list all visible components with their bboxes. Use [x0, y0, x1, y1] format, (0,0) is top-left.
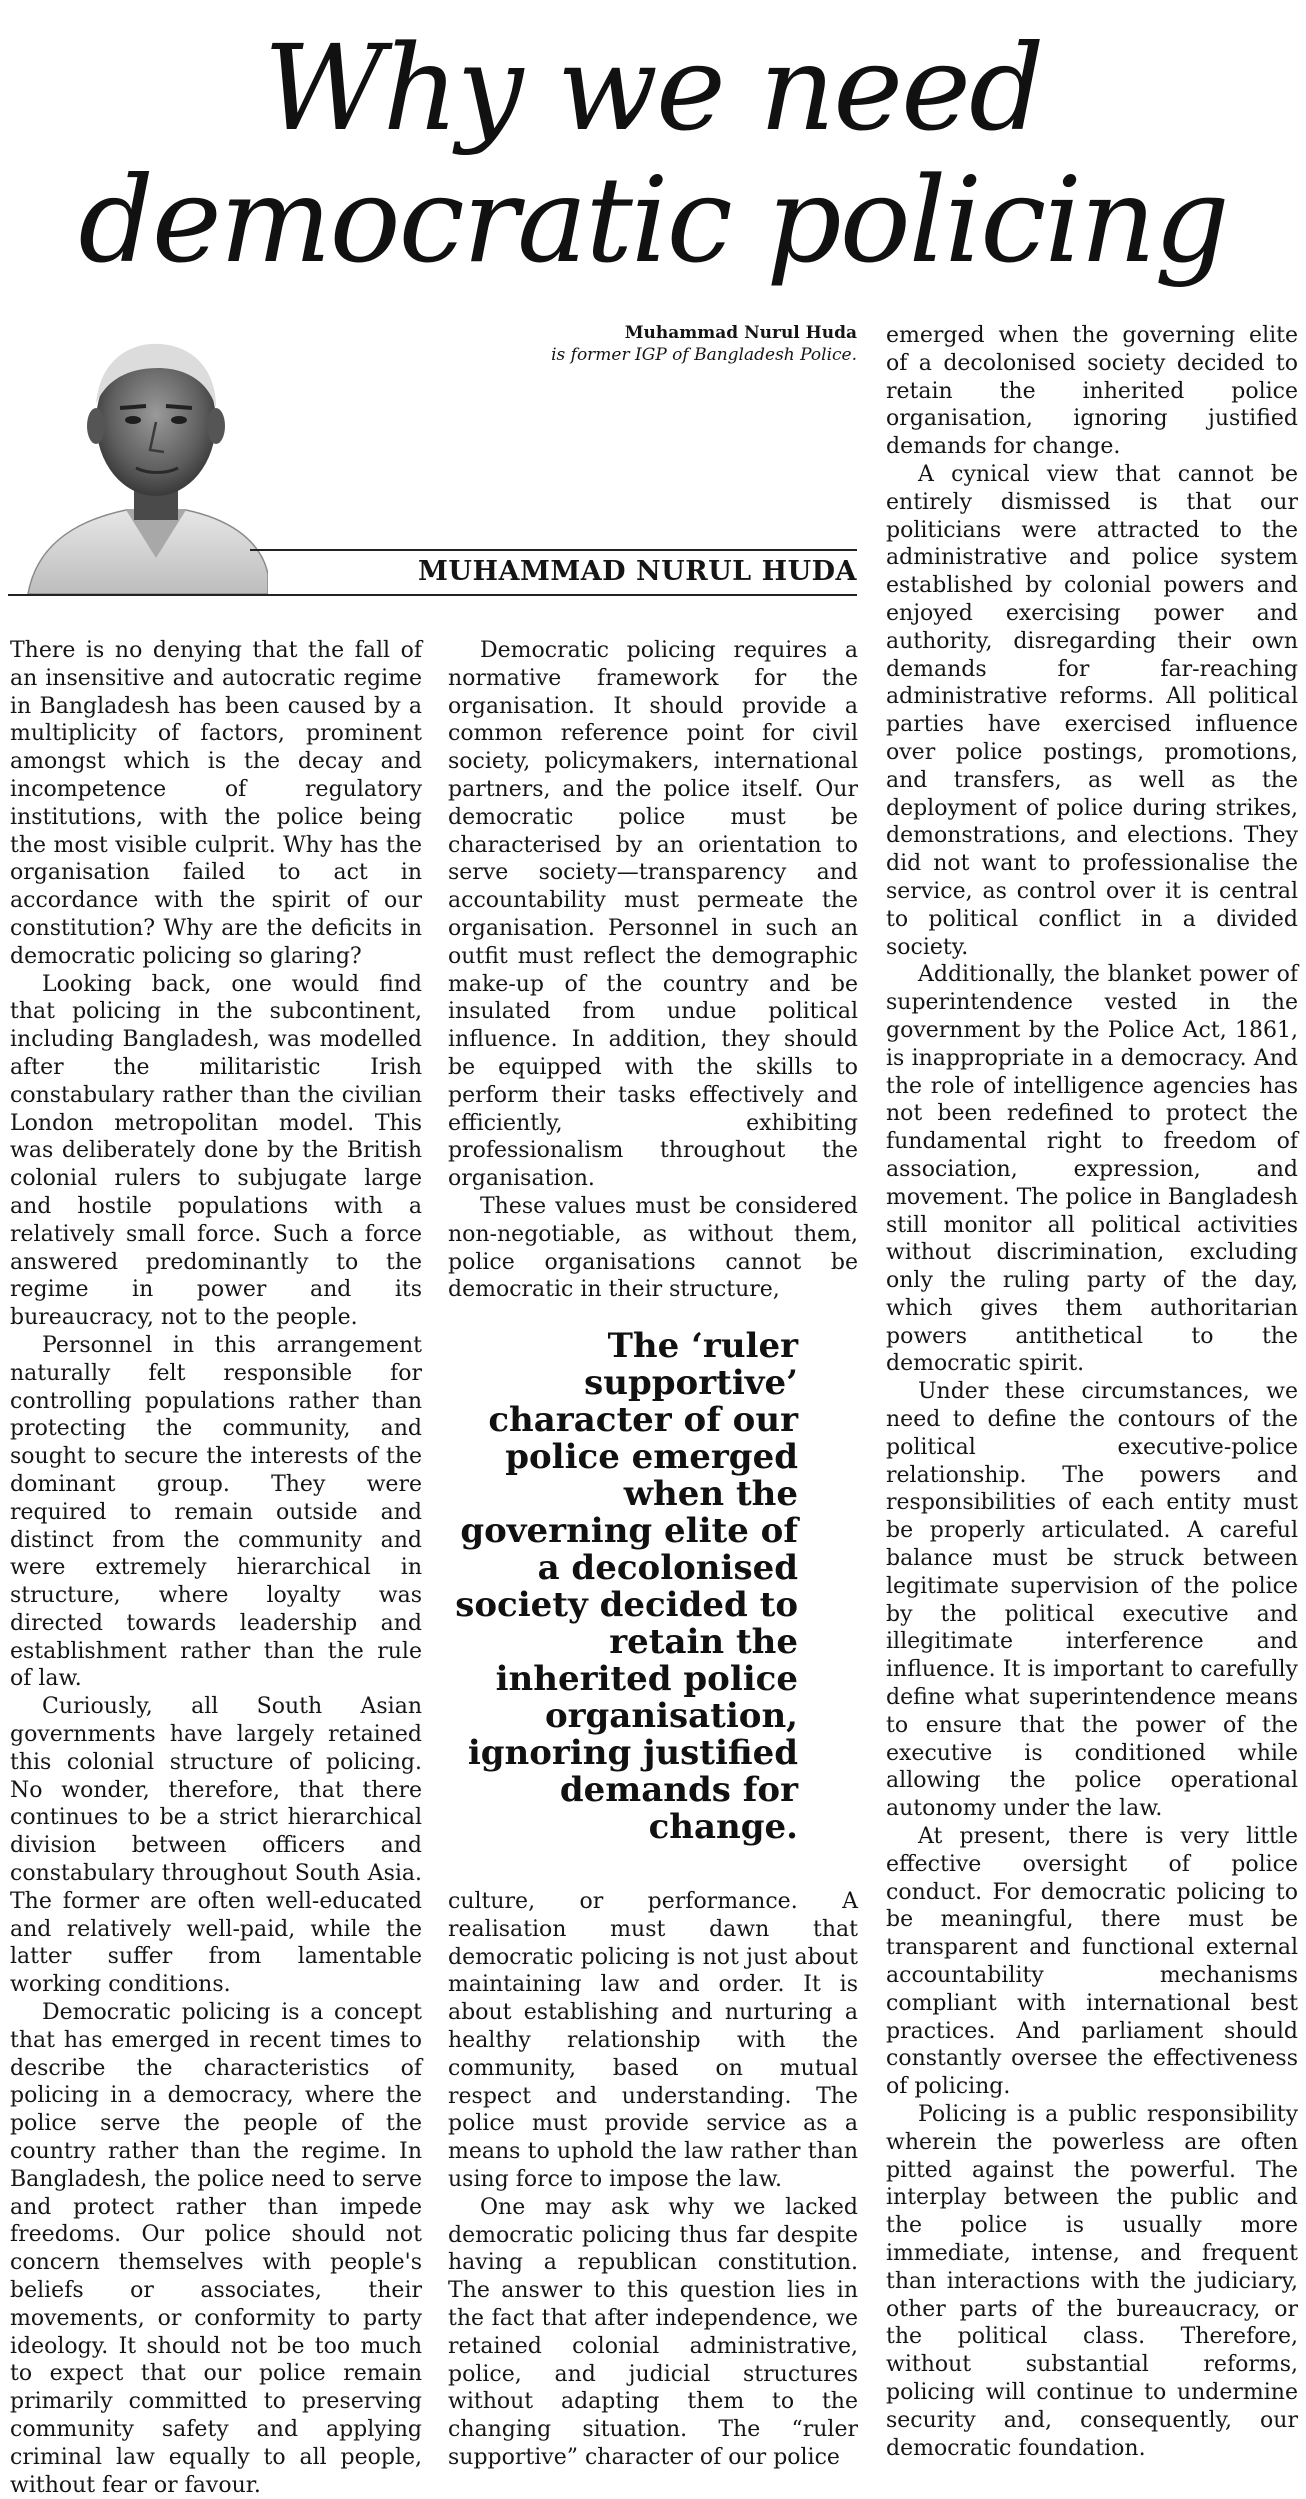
- paragraph: culture, or performance. A realisation must dawn that democratic policing is not just about maintaining law and order. It is about establishing and nurturing a healthy relationship with the community, based on mutual respect and understanding. The police must provide service as a means to uphold the law rather than using force to impose the law.: [448, 1889, 858, 2192]
- author-rule-bottom: [8, 594, 857, 596]
- paragraph: Additionally, the blanket power of superintendence vested in the government by the Police Act, 1861, is inappropriate in a democracy. And the role of intelligence agencies has not been redefined to protect the fundamental right to freedom of association, expression, and movement. The police in Bangladesh still monitor all political activities without discrimination, excluding only the ruling party of the day, which gives them authoritarian powers antithetical to the democratic spirit.: [886, 962, 1298, 1377]
- paragraph: There is no denying that the fall of an insensitive and autocratic regime in Bangladesh has been caused by a multiplicity of factors, prominent amongst which is the decay and incompetence of regulatory institutions, with the police being the most visible culprit. Why has the organisation failed to act in accordance with the spirit of our constitution? Why are the deficits in democratic policing so glaring?: [10, 638, 422, 969]
- author-photo: [8, 322, 268, 594]
- paragraph: These values must be considered non-negotiable, as without them, police organisations cannot be democratic in their structure,: [448, 1193, 858, 1303]
- headline-line-2: democratic policing: [78, 151, 1228, 290]
- byline: [400, 322, 857, 366]
- author-name-caps: MUHAMMAD NURUL HUDA: [418, 556, 857, 587]
- paragraph: emerged when the governing elite of a decolonised society decided to retain the inherited police organisation, ignoring justified demands for change.: [886, 323, 1298, 460]
- paragraph: Policing is a public responsibility wherein the powerless are often pitted against the powerful. The interplay between the public and the police is usually more immediate, intense, and frequent than interactions with the judiciary, other parts of the bureaucracy, or the political class. Therefore, without substantial reforms, policing will continue to undermine security and, consequently, our democratic foundation.: [886, 2102, 1298, 2461]
- author-rule-top: [250, 549, 857, 551]
- article-column-3: [886, 322, 1298, 2462]
- paragraph: Curiously, all South Asian governments have largely retained this colonial structure of policing. No wonder, therefore, that there continues to be a strict hierarchical division between officers and constabulary throughout South Asia. The former are often well-educated and relatively well-paid, while the latter suffer from lamentable working conditions.: [10, 1694, 422, 1998]
- paragraph: At present, there is very little effective oversight of police conduct. For democratic policing to be meaningful, there must be transparent and functional external accountability mechanisms compliant with international best practices. And parliament should constantly oversee the effectiveness of policing.: [886, 1824, 1298, 2100]
- author-name: Muhammad Nurul Huda: [624, 323, 857, 343]
- pull-quote: The ‘ruler supportive’ character of our police emerged when the governing elite of a decolonised society decided to retain the inherited police organisation, ignoring justified demands for change.: [455, 1326, 798, 1847]
- headline: [0, 19, 1306, 290]
- article-column-1: [10, 637, 422, 2499]
- paragraph: Personnel in this arrangement naturally felt responsible for controlling populations rather than protecting the community, and sought to secure the interests of the dominant group. They were required to remain outside and distinct from the community and were extremely hierarchical in structure, where loyalty was directed towards leadership and establishment rather than the rule of law.: [10, 1332, 422, 1692]
- paragraph: A cynical view that cannot be entirely dismissed is that our politicians were attracted to the administrative and police system established by colonial powers and enjoyed exercising power and authority, disregarding their own demands for far-reaching administrative reforms. All political parties have exercised influence over police postings, promotions, and transfers, as well as the deployment of police during strikes, demonstrations, and elections. They did not want to professionalise the service, as control over it is central to political conflict in a divided society.: [886, 461, 1298, 960]
- paragraph: Under these circumstances, we need to define the contours of the political executive-police relationship. The powers and responsibilities of each entity must be properly articulated. A careful balance must be struck between legitimate supervision of the police by the political executive and illegitimate interference and influence. It is important to carefully define what superintendence means to ensure that the power of the executive is conditioned while allowing the police operational autonomy under the law.: [886, 1379, 1298, 1822]
- article-column-2-bottom: [448, 1888, 858, 2472]
- author-portrait-icon: [8, 322, 268, 594]
- paragraph: Looking back, one would find that policing in the subcontinent, including Bangladesh, was modelled after the militaristic Irish constabulary rather than the civilian London metropolitan model. This was deliberately done by the British colonial rulers to subjugate large and hostile populations with a relatively small force. Such a force answered predominantly to the regime in power and its bureaucracy, not to the people.: [10, 971, 422, 1331]
- author-role: is former IGP of Bangladesh Police.: [551, 345, 857, 365]
- paragraph: Democratic policing requires a normative framework for the organisation. It should provide a common reference point for civil society, policymakers, international partners, and the police itself. Our democratic police must be characterised by an orientation to serve society—transparency and accountability must permeate the organisation. Personnel in such an outfit must reflect the demographic make-up of the country and be insulated from undue political influence. In addition, they should be equipped with the skills to perform their tasks effectively and efficiently, exhibiting professionalism throughout the organisation.: [448, 638, 858, 1192]
- headline-line-1: Why we need: [263, 19, 1043, 157]
- paragraph: Democratic policing is a concept that has emerged in recent times to describe the characteristics of policing in a democracy, where the police serve the people of the country rather than the regime. In Bangladesh, the police need to serve and protect rather than impede freedoms. Our police should not concern themselves with people's beliefs or associates, their movements, or conformity to party ideology. It should not be too much to expect that our police remain primarily committed to preserving community safety and applying criminal law equally to all people, without fear or favour.: [10, 2000, 422, 2498]
- article-column-2-top: [448, 637, 858, 1304]
- paragraph: One may ask why we lacked democratic policing thus far despite having a republican constitution. The answer to this question lies in the fact that after independence, we retained colonial administrative, police, and judicial structures without adapting them to the changing situation. The “ruler supportive” character of our police: [448, 2194, 858, 2470]
